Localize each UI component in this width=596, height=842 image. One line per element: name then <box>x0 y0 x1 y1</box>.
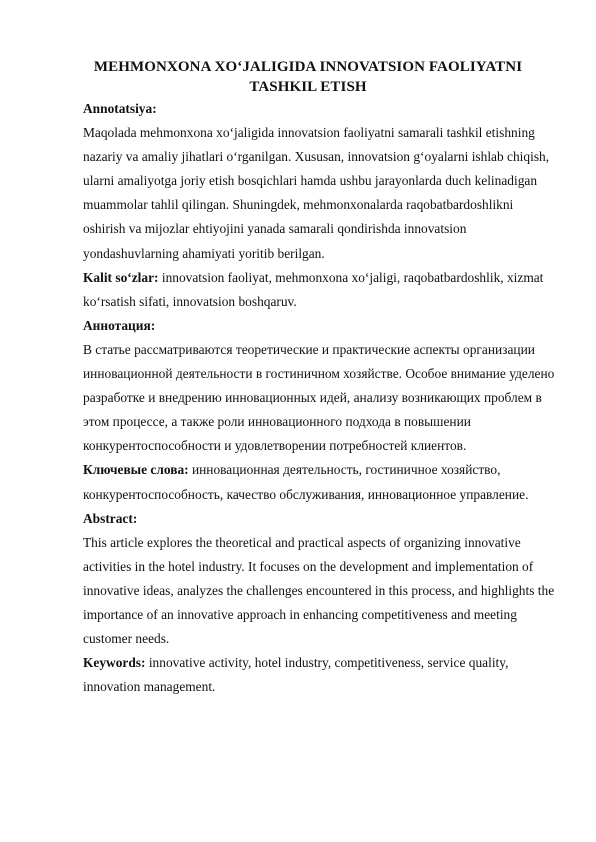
ru-keywords-text: инновационная деятельность, гостиничное хозяйство, конкурентоспособность, качество обслуживания, инновационное управление. <box>83 462 529 502</box>
uz-keywords-label: Kalit so‘zlar: <box>83 269 159 285</box>
uz-keywords-text: innovatsion faoliyat, mehmonxona xo‘jaligi, raqobatbardoshlik, xizmat ko‘rsatish sifati, innovatsion boshqaruv. <box>83 269 544 309</box>
en-keywords <box>83 651 558 699</box>
ru-keywords <box>83 458 558 506</box>
uz-annotation-text: Maqolada mehmonxona xo‘jaligida innovatsion faoliyatni samarali tashkil etishning nazariy va amaliy jihatlari o‘rganilgan. Xususan, innovatsion g‘oyalarni ishlab chiqish, ularni amaliyotga joriy etish bosqichlari hamda ushbu jarayonlarda duch kelinadigan muammolar tahlil qilingan. Shuningdek, mehmonxonalarda raqobatbardoshlikni oshirish va mijozlar ehtiyojini yanada samarali qondirishda innovatsion yondashuvlarning ahamiyati yoritib berilgan. <box>83 125 550 261</box>
en-abstract-heading: Abstract: <box>83 510 138 526</box>
uz-annotation-heading: Annotatsiya: <box>83 101 157 116</box>
title-line-1: MEHMONXONA XO‘JALIGIDA INNOVATSION FAOLIYATNI <box>93 59 523 75</box>
paper-title <box>70 57 546 97</box>
ru-annotation-heading: Аннотация: <box>83 317 156 333</box>
ru-keywords-label: Ключевые слова: <box>83 462 189 478</box>
abstracts-body <box>83 97 558 699</box>
en-keywords-label: Keywords: <box>83 655 146 671</box>
uz-keywords <box>83 266 558 314</box>
title-line-2: TASHKIL ETISH <box>249 79 367 95</box>
en-keywords-text: innovative activity, hotel industry, competitiveness, service quality, innovation management. <box>83 655 509 695</box>
en-abstract-text: This article explores the theoretical and practical aspects of organizing innovative activities in the hotel industry. It focuses on the development and implementation of innovative ideas, analyzes the challenges encountered in this process, and highlights the importance of an innovative approach in enhancing competitiveness and meeting customer needs. <box>83 534 555 647</box>
ru-annotation-text: В статье рассматриваются теоретические и практические аспекты организации инновационной деятельности в гостиничном хозяйстве. Особое внимание уделено разработке и внедрению инновационных идей, анализу возникающих проблем в этом процессе, а также роли инновационного подхода в повышении конкурентоспособности и удовлетворении потребностей клиентов. <box>83 341 555 454</box>
